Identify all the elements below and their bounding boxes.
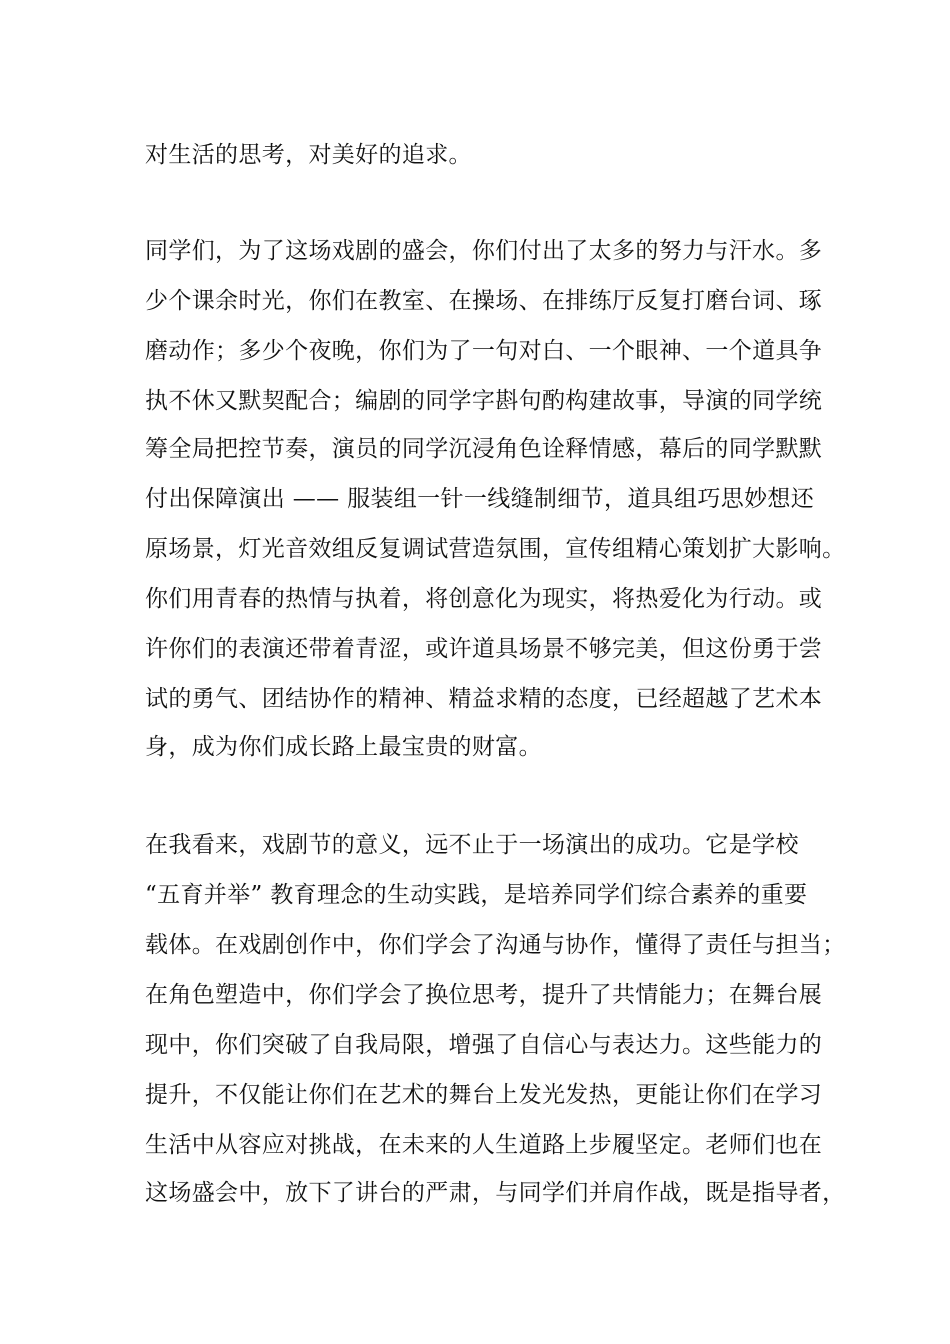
text-line: 对生活的思考，对美好的追求。	[145, 142, 472, 168]
text-line: 这场盛会中，放下了讲台的严肃，与同学们并肩作战，既是指导者，	[145, 1180, 846, 1206]
text-line: 身，成为你们成长路上最宝贵的财富。	[145, 734, 542, 760]
text-line: 你们用青春的热情与执着，将创意化为现实，将热爱化为行动。或	[145, 586, 823, 612]
text-line: 筹全局把控节奏，演员的同学沉浸角色诠释情感，幕后的同学默默	[145, 436, 823, 462]
text-line: 生活中从容应对挑战，在未来的人生道路上步履坚定。老师们也在	[145, 1132, 823, 1158]
text-line: 试的勇气、团结协作的精神、精益求精的态度，已经超越了艺术本	[145, 686, 823, 712]
text-line: 少个课余时光，你们在教室、在操场、在排练厅反复打磨台词、琢	[145, 288, 823, 314]
text-line: 在角色塑造中，你们学会了换位思考，提升了共情能力；在舞台展	[145, 982, 823, 1008]
text-line: 提升，不仅能让你们在艺术的舞台上发光发热，更能让你们在学习	[145, 1082, 823, 1108]
text-line: 原场景，灯光音效组反复调试营造氛围，宣传组精心策划扩大影响。	[145, 536, 846, 562]
text-line: 付出保障演出 —— 服装组一针一线缝制细节，道具组巧思妙想还	[145, 486, 815, 512]
text-line: 执不休又默契配合；编剧的同学字斟句酌构建故事，导演的同学统	[145, 388, 823, 414]
text-line: 现中，你们突破了自我局限，增强了自信心与表达力。这些能力的	[145, 1032, 823, 1058]
text-line: 载体。在戏剧创作中，你们学会了沟通与协作，懂得了责任与担当；	[145, 932, 846, 958]
text-line: 磨动作；多少个夜晚，你们为了一句对白、一个眼神、一个道具争	[145, 338, 823, 364]
text-line: 同学们，为了这场戏剧的盛会，你们付出了太多的努力与汗水。多	[145, 238, 823, 264]
text-line: 许你们的表演还带着青涩，或许道具场景不够完美，但这份勇于尝	[145, 636, 823, 662]
text-line: 在我看来，戏剧节的意义，远不止于一场演出的成功。它是学校	[145, 832, 799, 858]
text-line: “五育并举” 教育理念的生动实践，是培养同学们综合素养的重要	[145, 882, 808, 908]
